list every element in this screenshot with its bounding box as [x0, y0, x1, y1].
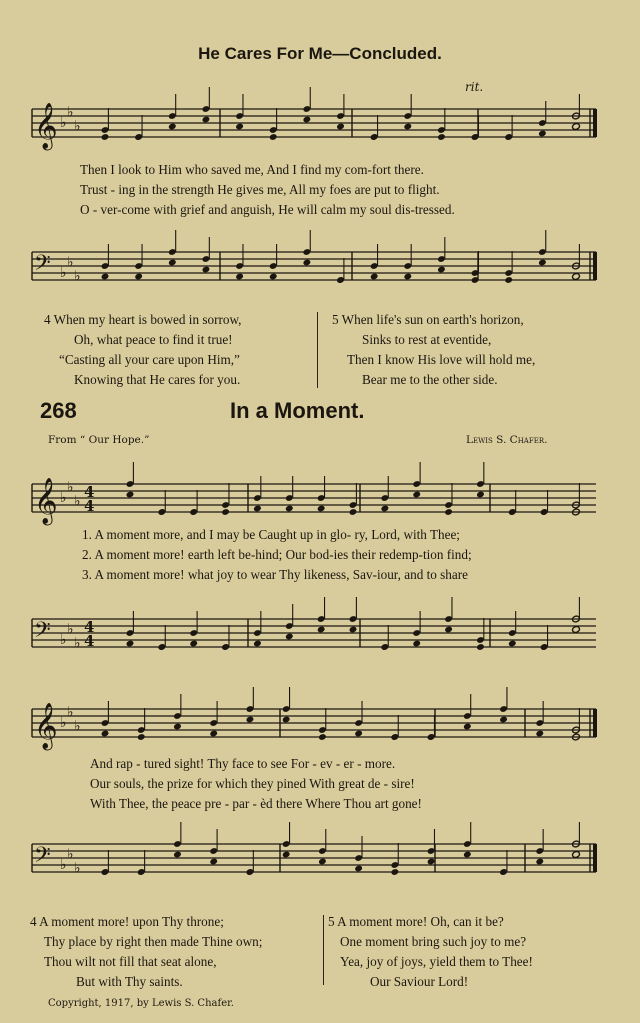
note-head	[504, 276, 513, 284]
flat-icon: ♭	[67, 846, 74, 863]
treble-clef-icon: 𝄞	[34, 703, 58, 749]
stanza-line: Oh, what peace to find it true!	[74, 332, 233, 347]
stanza-line: Then I know His love will hold me,	[347, 352, 536, 367]
note-head	[336, 123, 345, 131]
note-head	[253, 505, 262, 513]
note-head	[189, 640, 198, 648]
author-credit: Lewis S. Chafer.	[466, 434, 548, 446]
stanza-line: “Casting all your care upon Him,”	[59, 352, 240, 367]
half-note-head	[572, 851, 581, 859]
lyric-line-b3: With Thee, the peace pre - par - èd there Where Thou art gone!	[90, 796, 422, 811]
flat-icon: ♭	[67, 621, 74, 638]
note-head	[318, 858, 327, 866]
note-head	[508, 640, 517, 648]
note-head	[349, 626, 358, 634]
stanza-line: 5 When life's sun on earth's horizon,	[332, 312, 524, 327]
flat-icon: ♭	[60, 490, 67, 506]
flat-icon: ♭	[67, 254, 74, 271]
note-head	[285, 633, 294, 641]
flat-icon: ♭	[60, 857, 67, 873]
note-head	[235, 123, 244, 131]
treble-staff-system-2	[0, 470, 640, 530]
note-head	[285, 505, 294, 513]
treble-staff-system-1	[0, 95, 640, 155]
stanza-line: 5 A moment more! Oh, can it be?	[328, 914, 504, 929]
stanza-line: 4 When my heart is bowed in sorrow,	[44, 312, 242, 327]
time-signature-top: 4	[84, 618, 95, 636]
lyric-line-a2: 2. A moment more! earth left be-hind; Our bod-ies their redemp-tion find;	[82, 547, 472, 562]
stanza-line: Thou wilt not fill that seat alone,	[44, 954, 217, 969]
note-head	[476, 643, 485, 651]
time-signature-bottom: 4	[84, 632, 95, 650]
note-head	[463, 851, 472, 859]
stanza-line: 4 A moment more! upon Thy throne;	[30, 914, 224, 929]
flat-icon: ♭	[74, 635, 81, 652]
copyright-notice: Copyright, 1917, by Lewis S. Chafer.	[48, 998, 234, 1009]
note-head	[535, 730, 544, 738]
stanza-5	[332, 310, 535, 390]
bass-clef-icon: 𝄢	[34, 618, 51, 648]
note-head	[235, 273, 244, 281]
note-head	[444, 626, 453, 634]
note-head	[168, 123, 177, 131]
note-head	[253, 640, 262, 648]
note-head	[412, 640, 421, 648]
treble-clef-icon: 𝄞	[34, 478, 58, 524]
note-head	[269, 133, 278, 141]
note-head	[126, 491, 135, 499]
note-head	[463, 723, 472, 731]
stanza-line: But with Thy saints.	[76, 974, 183, 989]
treble-staff-system-3	[0, 695, 640, 755]
stanza-line: Sinks to rest at eventide,	[362, 332, 492, 347]
note-head	[535, 858, 544, 866]
note-head	[317, 626, 326, 634]
hymn-number: 268	[40, 398, 77, 423]
note-head	[403, 123, 412, 131]
stanza-4	[44, 310, 241, 390]
stanza-line: One moment bring such joy to me?	[340, 934, 527, 949]
bass-staff-system-2	[0, 605, 640, 665]
note-head	[202, 116, 211, 124]
note-head	[221, 508, 230, 516]
bass-clef-icon: 𝄢	[34, 843, 51, 873]
tempo-marking: rit.	[465, 80, 484, 94]
flat-icon: ♭	[74, 268, 81, 285]
note-head	[318, 733, 327, 741]
lyric-line-a1: 1. A moment more, and I may be Caught up in glo- ry, Lord, with Thee;	[82, 527, 460, 542]
flat-icon: ♭	[60, 115, 67, 131]
note-head	[538, 259, 547, 267]
note-head	[499, 716, 508, 724]
stanza-line: Bear me to the other side.	[362, 372, 498, 387]
note-head	[538, 130, 547, 138]
stanza-divider	[323, 915, 324, 985]
half-note-head	[572, 123, 581, 131]
stanza-line: Yea, joy of joys, yield them to Thee!	[340, 954, 533, 969]
time-signature-bottom: 4	[84, 497, 95, 515]
flat-icon: ♭	[74, 118, 81, 135]
note-head	[209, 730, 218, 738]
note-head	[476, 491, 485, 499]
note-head	[101, 730, 110, 738]
stanza-line: Our Saviour Lord!	[370, 974, 469, 989]
note-head	[282, 851, 291, 859]
stanza-268-5	[328, 912, 533, 992]
flat-icon: ♭	[60, 632, 67, 648]
source-credit: From “ Our Hope.”	[48, 434, 150, 446]
flat-icon: ♭	[60, 715, 67, 731]
note-head	[101, 273, 110, 281]
lyric-line-3: O - ver-come with grief and anguish, He will calm my soul dis-tressed.	[80, 202, 455, 217]
hymn-title-in-a-moment: In a Moment.	[230, 398, 365, 423]
note-head	[403, 273, 412, 281]
note-head	[427, 858, 436, 866]
time-signature-top: 4	[84, 483, 95, 501]
note-head	[173, 851, 182, 859]
lyric-line-1: Then I look to Him who saved me, And I find my com-fort there.	[80, 162, 424, 177]
note-head	[303, 116, 312, 124]
lyric-line-b1: And rap - tured sight! Thy face to see For - ev - er - more.	[90, 756, 396, 771]
note-head	[317, 505, 326, 513]
stanza-line: Thy place by right then made Thine own;	[44, 934, 263, 949]
note-head	[349, 508, 358, 516]
flat-icon: ♭	[67, 104, 74, 121]
note-head	[173, 723, 182, 731]
note-head	[269, 273, 278, 281]
lyric-line-a3: 3. A moment more! what joy to wear Thy likeness, Sav-iour, and to share	[82, 567, 468, 582]
flat-icon: ♭	[74, 718, 81, 735]
stanza-line: Knowing that He cares for you.	[74, 372, 241, 387]
note-head	[370, 273, 379, 281]
note-head	[101, 133, 110, 141]
note-head	[437, 266, 446, 274]
hymn-title-he-cares-for-me: He Cares For Me—Concluded.	[198, 44, 442, 63]
note-head	[134, 273, 143, 281]
note-head	[303, 259, 312, 267]
half-note-head	[572, 626, 581, 634]
note-head	[444, 508, 453, 516]
lyric-line-2: Trust - ing in the strength He gives me, All my foes are put to flight.	[80, 182, 440, 197]
note-head	[202, 266, 211, 274]
flat-icon: ♭	[67, 479, 74, 496]
note-head	[354, 730, 363, 738]
lyric-line-b2: Our souls, the prize for which they pined With great de - sire!	[90, 776, 415, 791]
note-head	[412, 491, 421, 499]
stanza-268-4	[30, 912, 262, 992]
note-head	[381, 505, 390, 513]
bass-clef-icon: 𝄢	[34, 251, 51, 281]
flat-icon: ♭	[67, 704, 74, 721]
note-head	[354, 865, 363, 873]
treble-clef-icon: 𝄞	[34, 103, 58, 149]
stanza-divider	[317, 312, 318, 388]
note-head	[126, 640, 135, 648]
note-head	[168, 259, 177, 267]
bass-staff-system-1	[0, 238, 640, 298]
note-head	[437, 133, 446, 141]
flat-icon: ♭	[74, 860, 81, 877]
note-head	[209, 858, 218, 866]
note-head	[137, 733, 146, 741]
note-head	[282, 716, 291, 724]
bass-staff-system-3	[0, 830, 640, 890]
half-note-head	[572, 273, 581, 281]
note-head	[246, 716, 255, 724]
note-head	[391, 868, 400, 876]
flat-icon: ♭	[74, 493, 81, 510]
flat-icon: ♭	[60, 265, 67, 281]
